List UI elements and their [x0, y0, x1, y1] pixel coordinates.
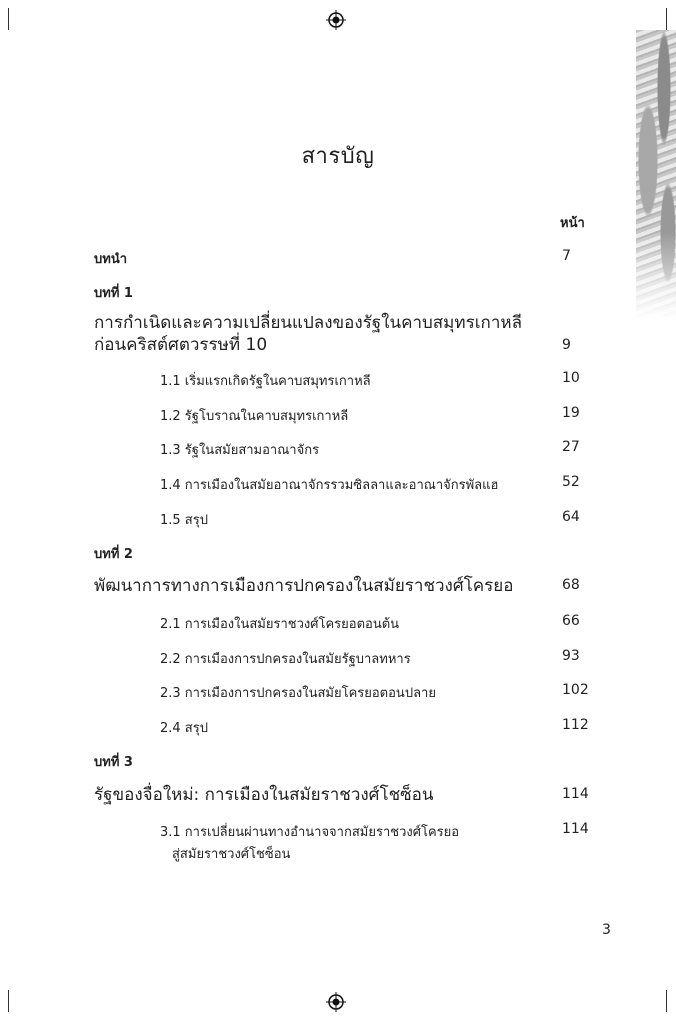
toc-page-number: 9 — [562, 337, 571, 353]
section-label: 1.3 รัฐในสมัยสามอาณาจักร — [160, 443, 320, 458]
toc-page-number: 64 — [562, 509, 580, 525]
toc-page-number: 93 — [562, 648, 580, 664]
crop-mark-top-left — [8, 8, 9, 30]
chapter-title-line1: พัฒนาการทางการเมืองการปกครองในสมัยราชวงศ์โครยอ — [94, 576, 514, 596]
chapter-title-line2: ก่อนคริสต์ศตวรรษที่ 10 — [94, 335, 268, 355]
section-label: 2.4 สรุป — [160, 721, 208, 736]
toc-page-number: 52 — [562, 474, 580, 490]
crop-mark-bottom-right — [666, 990, 667, 1012]
page-number-folio: 3 — [602, 922, 611, 938]
registration-mark-top-icon — [326, 10, 346, 30]
toc-page-number: 66 — [562, 613, 580, 629]
registration-mark-bottom-icon — [326, 992, 346, 1012]
section-label-line1: 3.1 การเปลี่ยนผ่านทางอำนาจจากสมัยราชวงศ์โครยอ — [160, 825, 460, 840]
chapter-title-line1: รัฐของจื่อใหม่: การเมืองในสมัยราชวงศ์โชซ็อน — [94, 785, 434, 805]
section-label: 2.2 การเมืองการปกครองในสมัยรัฐบาลทหาร — [160, 652, 411, 667]
section-label-line2: สู่สมัยราชวงศ์โชซ็อน — [172, 847, 291, 862]
toc-page-number: 114 — [562, 786, 589, 802]
toc-page-number: 112 — [562, 717, 589, 733]
toc-page-number: 27 — [562, 439, 580, 455]
toc-page-number: 7 — [562, 248, 571, 264]
decorative-artwork-bleed — [636, 30, 676, 320]
crop-mark-bottom-left — [8, 990, 9, 1012]
section-label: 1.5 สรุป — [160, 513, 208, 528]
toc-page-number: 19 — [562, 405, 580, 421]
chapter-title-line1: การกำเนิดและความเปลี่ยนแปลงของรัฐในคาบสมุทรเกาหลี — [94, 313, 522, 333]
crop-mark-top-right — [666, 8, 667, 30]
toc-page-number: 114 — [562, 821, 589, 837]
toc-page-number: 10 — [562, 370, 580, 386]
section-label: 1.4 การเมืองในสมัยอาณาจักรรวมซิลลาและอาณาจักรพัลแฮ — [160, 478, 499, 493]
toc-page-number: 68 — [562, 577, 580, 593]
page-title: สารบัญ — [301, 144, 375, 169]
section-label: 2.3 การเมืองการปกครองในสมัยโครยอตอนปลาย — [160, 686, 436, 701]
section-label: 2.1 การเมืองในสมัยราชวงศ์โครยอตอนต้น — [160, 617, 400, 632]
toc-label: บทนำ — [94, 252, 128, 267]
page-column-label: หน้า — [560, 216, 585, 231]
section-label: 1.2 รัฐโบราณในคาบสมุทรเกาหลี — [160, 409, 349, 424]
section-label: 1.1 เริ่มแรกเกิดรัฐในคาบสมุทรเกาหลี — [160, 374, 371, 389]
toc-page-number: 102 — [562, 682, 589, 698]
